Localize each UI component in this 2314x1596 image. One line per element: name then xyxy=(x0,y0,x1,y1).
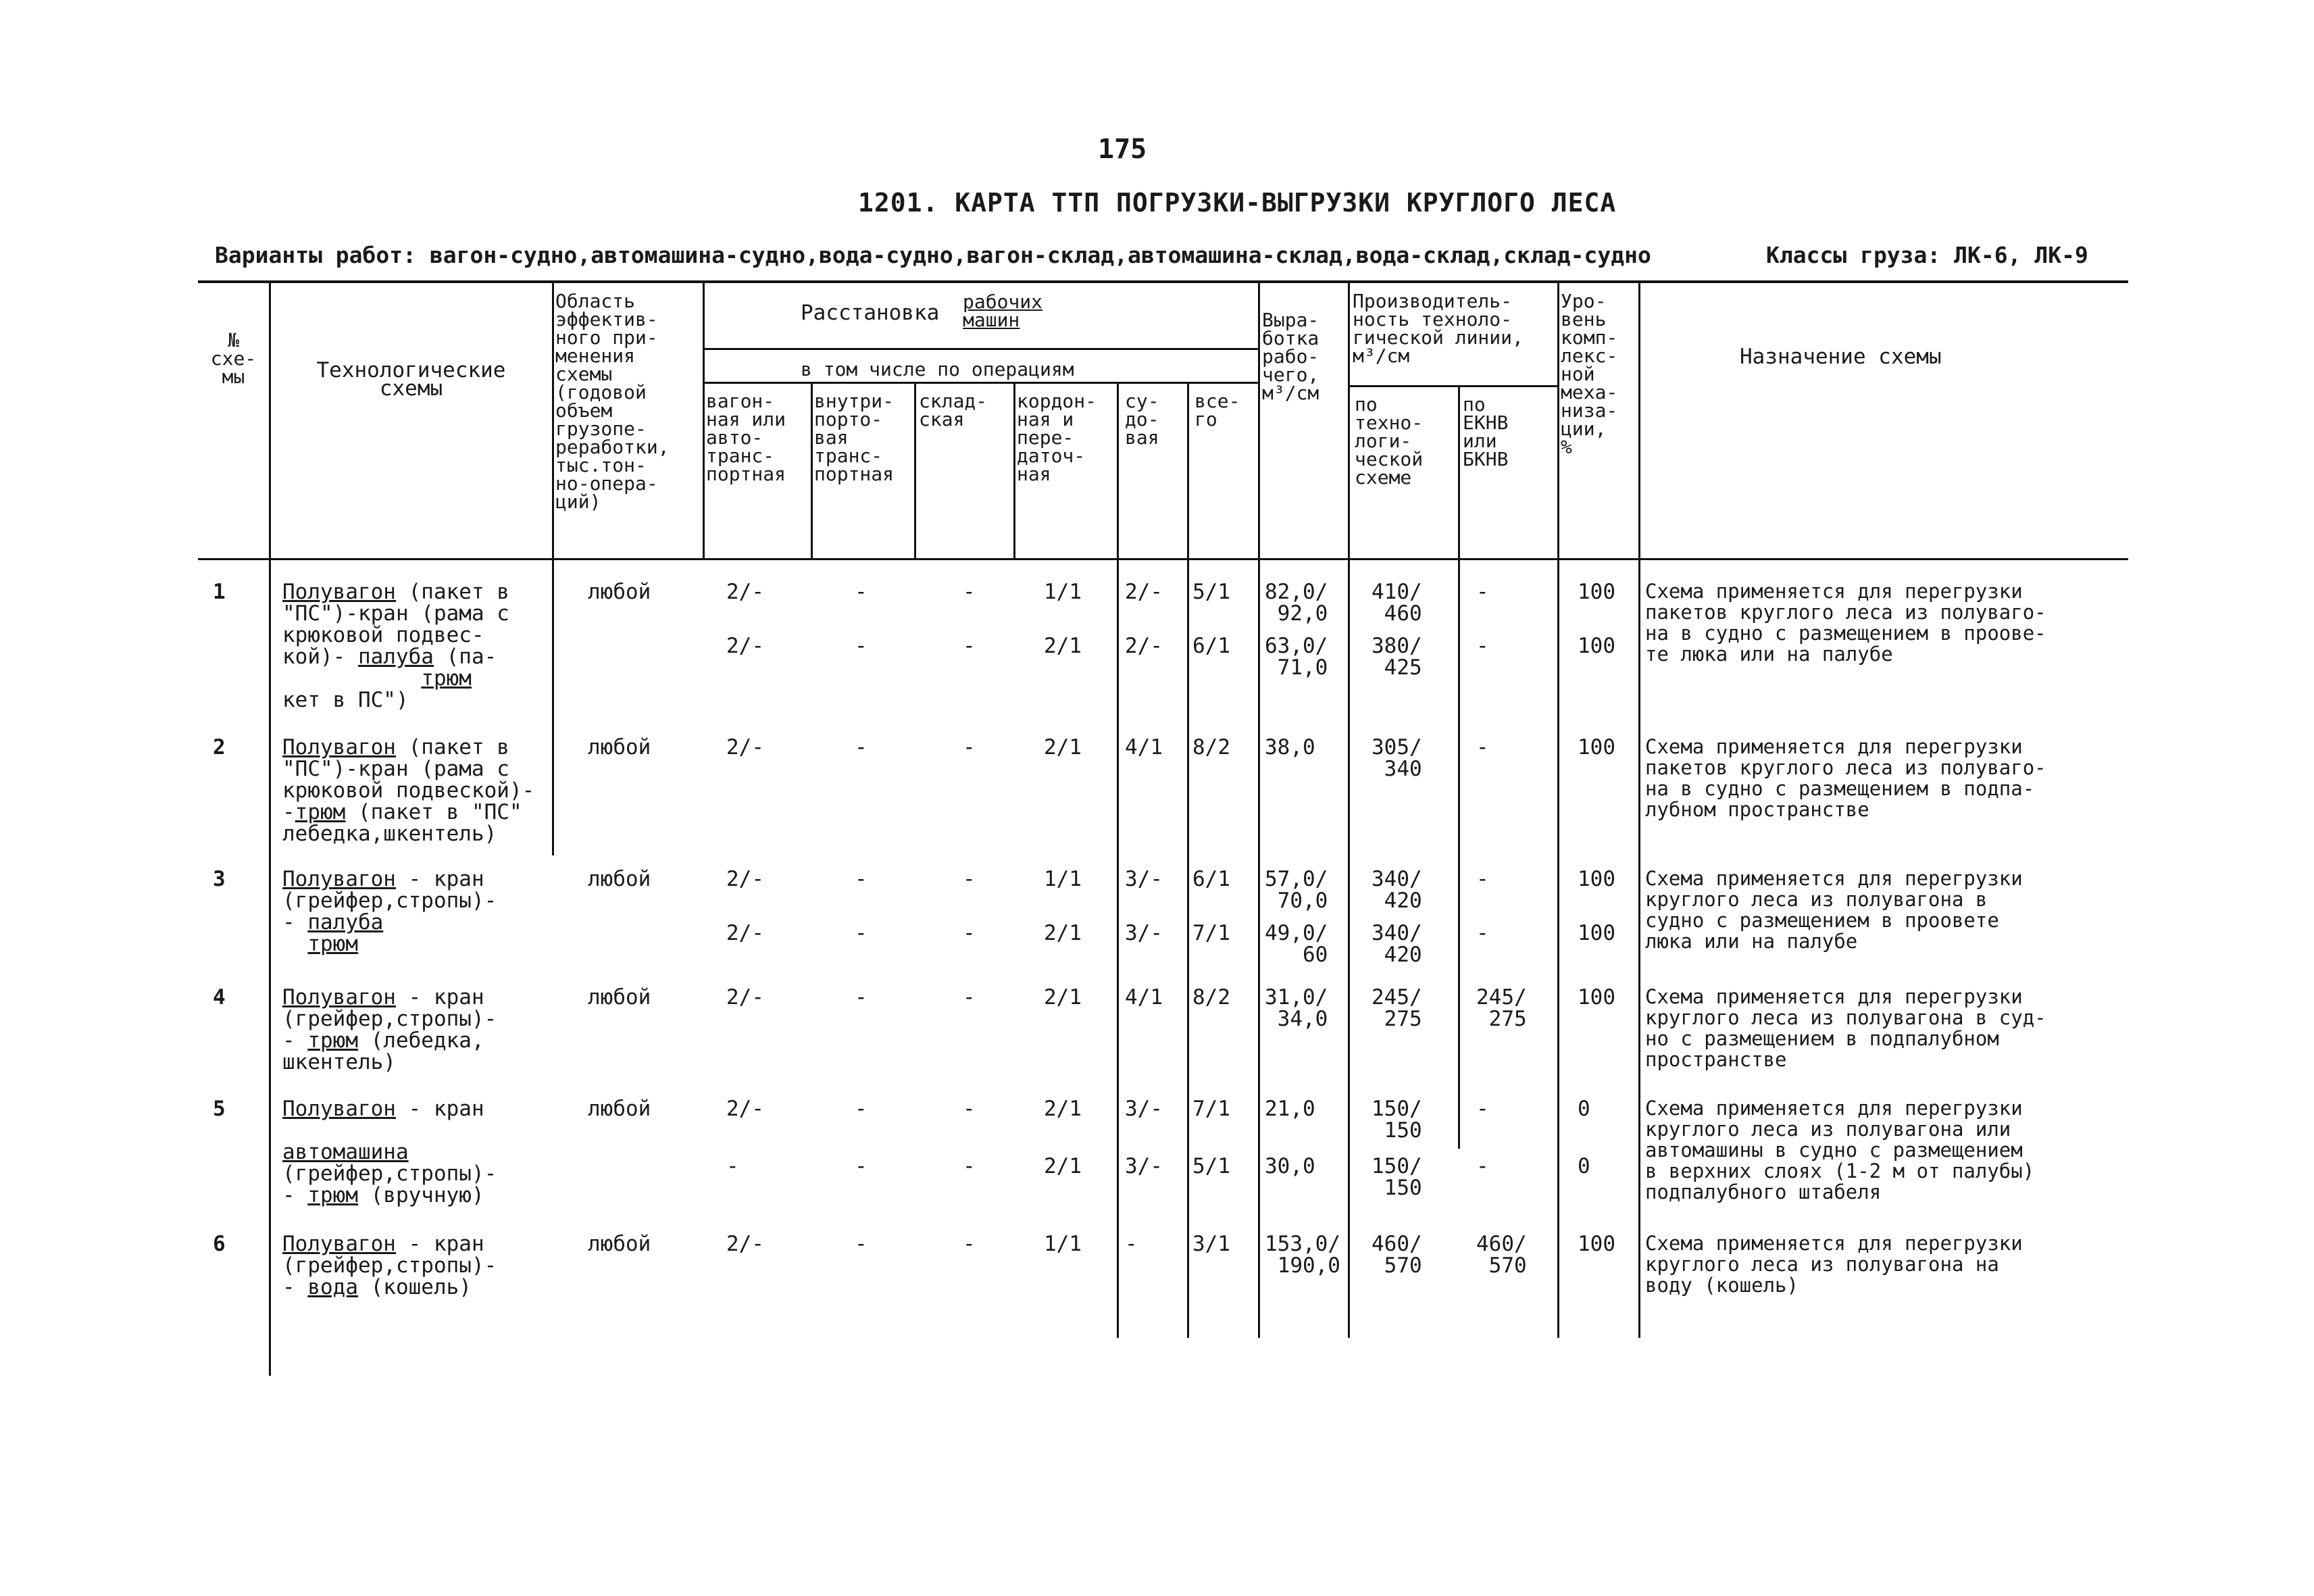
cell-scheme: 305/ 340 xyxy=(1372,735,1422,781)
header-by-scheme: по техно- логи- ческой схеме xyxy=(1355,393,1424,489)
cell-total: 5/1 xyxy=(1192,580,1230,604)
header-by-ekhnv: по ЕКНВ или БКНВ xyxy=(1463,393,1509,470)
work-variants: Варианты работ: вагон-судно,автомашина-судно,вода-судно,вагон-склад,автомашина-склад,вода-склад,склад-судно xyxy=(215,242,1651,268)
col-divider-cordon xyxy=(1117,382,1119,1338)
cell-warehouse: - xyxy=(963,985,976,1009)
header-warehouse: склад- ская xyxy=(919,390,988,430)
cell-output: 38,0 xyxy=(1265,735,1315,759)
cell-scheme: 410/ 460 xyxy=(1372,580,1422,626)
header-machines: рабочих машин xyxy=(963,291,1043,331)
cell-internal: - xyxy=(855,985,867,1009)
cell-total: 7/1 xyxy=(1192,1097,1230,1121)
cell-cordon: 2/1 xyxy=(1044,985,1082,1009)
cell-ekhnv: 460/ 570 xyxy=(1476,1232,1527,1278)
col-divider-total xyxy=(1258,282,1260,1338)
cell-scheme: 150/ 150 xyxy=(1372,1154,1422,1200)
scheme-purpose: Схема применяется для перегрузки пакетов круглого леса из полуваго- на в судно с размещением в проове- те люка или на палубе xyxy=(1645,580,2046,666)
cell-total: 8/2 xyxy=(1192,985,1230,1009)
table-header-bottom-rule xyxy=(198,558,2128,560)
cell-internal: - xyxy=(855,580,867,604)
header-mech: Уро- вень комп- лекс- ной меха- низа- ции, % xyxy=(1561,290,1618,458)
scheme-number: 6 xyxy=(213,1232,226,1256)
scheme-line: -трюм (пакет в "ПС" xyxy=(282,800,522,824)
cell-scheme: 150/ 150 xyxy=(1372,1097,1422,1143)
cell-cordon: 2/1 xyxy=(1044,1154,1082,1178)
col-divider-warehouse xyxy=(1013,382,1015,559)
scheme-line: трюм xyxy=(421,666,472,691)
cell-total: 3/1 xyxy=(1192,1232,1230,1256)
cell-wagon: - xyxy=(726,1154,739,1178)
scheme-line: крюковой подвес- xyxy=(282,623,484,647)
cell-wagon: 2/- xyxy=(726,921,764,945)
cell-output: 57,0/ 70,0 xyxy=(1265,867,1328,913)
scheme-purpose: Схема применяется для перегрузки круглого леса из полувагона или автомашины в судно с размещением в верхних слоях (1-2 м от палубы) подпалубного штабеля xyxy=(1645,1097,2035,1203)
cell-output: 21,0 xyxy=(1265,1097,1315,1121)
cell-mech: 100 xyxy=(1578,634,1615,658)
cell-ship: 4/1 xyxy=(1125,735,1163,759)
cell-scheme: 340/ 420 xyxy=(1372,867,1422,913)
cell-output: 31,0/ 34,0 xyxy=(1265,985,1328,1031)
cell-output: 30,0 xyxy=(1265,1154,1315,1178)
cell-warehouse: - xyxy=(963,921,976,945)
cell-wagon: 2/- xyxy=(726,1097,764,1121)
cell-ekhnv: - xyxy=(1476,1097,1489,1121)
scheme-line: кой)- палуба (па- xyxy=(282,645,497,669)
cell-warehouse: - xyxy=(963,867,976,891)
scheme-line: трюм xyxy=(307,932,358,956)
scheme-line: Полувагон - кран xyxy=(282,1097,484,1121)
col-divider-output xyxy=(1348,282,1350,1338)
scheme-purpose: Схема применяется для перегрузки пакетов круглого леса из полуваго- на в судно с размещением в подпа- лубном пространстве xyxy=(1645,735,2046,821)
cargo-classes: Классы груза: ЛК-6, ЛК-9 xyxy=(1766,242,2088,268)
cell-wagon: 2/- xyxy=(726,1232,764,1256)
cell-internal: - xyxy=(855,1232,867,1256)
cell-mech: 0 xyxy=(1578,1097,1590,1121)
scheme-number: 1 xyxy=(213,580,226,604)
header-num: № схе- мы xyxy=(210,329,257,388)
cell-ship: - xyxy=(1125,1232,1138,1256)
cell-cordon: 1/1 xyxy=(1044,1232,1082,1256)
cell-output: 82,0/ 92,0 xyxy=(1265,580,1328,626)
application-area: любой xyxy=(588,735,651,759)
cell-internal: - xyxy=(855,1154,867,1178)
scheme-line: - палуба xyxy=(282,910,384,934)
header-tech: Технологические схемы xyxy=(316,358,506,401)
placement-underline xyxy=(704,348,1259,350)
scheme-line: - трюм (вручную) xyxy=(282,1183,484,1207)
header-ship: су- до- вая xyxy=(1125,390,1159,449)
cell-ekhnv: - xyxy=(1476,921,1489,945)
cell-ekhnv: - xyxy=(1476,735,1489,759)
header-internal: внутри- порто- вая транс- портная xyxy=(814,390,895,485)
cell-warehouse: - xyxy=(963,580,976,604)
col-divider-productivity xyxy=(1557,282,1559,1338)
cell-wagon: 2/- xyxy=(726,580,764,604)
application-area: любой xyxy=(588,580,651,604)
header-productivity: Производитель- ность техноло- гической линии, м³/см xyxy=(1353,290,1524,367)
scheme-line: Полувагон (пакет в xyxy=(282,735,509,759)
cell-scheme: 380/ 425 xyxy=(1372,634,1422,680)
cell-wagon: 2/- xyxy=(726,985,764,1009)
scheme-line: (грейфер,стропы)- xyxy=(282,1007,497,1031)
scheme-line: лебедка,шкентель) xyxy=(282,822,497,846)
header-purpose: Назначение схемы xyxy=(1740,345,1942,369)
cell-ekhnv: - xyxy=(1476,634,1489,658)
cell-ship: 2/- xyxy=(1125,580,1163,604)
header-wagon: вагон- ная или авто- транс- портная xyxy=(706,390,786,485)
cell-ship: 3/- xyxy=(1125,921,1163,945)
scheme-line: шкентель) xyxy=(282,1050,396,1074)
cell-warehouse: - xyxy=(963,1097,976,1121)
header-output: Выра- ботка рабо- чего, м³/см xyxy=(1262,309,1319,404)
cell-cordon: 2/1 xyxy=(1044,921,1082,945)
cell-mech: 100 xyxy=(1578,921,1615,945)
col-divider-mech xyxy=(1638,282,1640,1338)
scheme-number: 2 xyxy=(213,735,226,759)
cell-ship: 2/- xyxy=(1125,634,1163,658)
application-area: любой xyxy=(588,1097,651,1121)
cell-ship: 3/- xyxy=(1125,1154,1163,1178)
cell-cordon: 1/1 xyxy=(1044,867,1082,891)
cell-total: 6/1 xyxy=(1192,867,1230,891)
header-by-ops: в том числе по операциям xyxy=(801,358,1074,380)
header-cordon: кордон- ная и пере- даточ- ная xyxy=(1017,390,1097,485)
cell-wagon: 2/- xyxy=(726,634,764,658)
header-placement: Расстановка xyxy=(801,301,940,325)
cell-cordon: 2/1 xyxy=(1044,1097,1082,1121)
scheme-line: (грейфер,стропы)- xyxy=(282,889,497,913)
scheme-number: 4 xyxy=(213,985,226,1009)
scheme-line: автомашина xyxy=(282,1140,409,1164)
cell-warehouse: - xyxy=(963,735,976,759)
header-area: Область эффектив- ного при- менения схемы (годовой объем грузопе- реработки, тыс.тон- но-опера- ций) xyxy=(555,290,670,513)
scheme-line: "ПС")-кран (рама с xyxy=(282,601,509,626)
header-total: все- го xyxy=(1194,390,1240,430)
col-divider-internal xyxy=(914,382,916,559)
cell-wagon: 2/- xyxy=(726,735,764,759)
cell-ship: 3/- xyxy=(1125,867,1163,891)
col-divider-num xyxy=(269,282,271,1376)
cell-mech: 100 xyxy=(1578,985,1615,1009)
scheme-line: Полувагон (пакет в xyxy=(282,580,509,604)
cell-total: 8/2 xyxy=(1192,735,1230,759)
cell-ekhnv: - xyxy=(1476,867,1489,891)
productivity-underline xyxy=(1349,385,1559,387)
cell-cordon: 2/1 xyxy=(1044,735,1082,759)
scheme-purpose: Схема применяется для перегрузки круглого леса из полувагона в суд- но с размещением в подпалубном пространстве xyxy=(1645,985,2046,1071)
scheme-line: - вода (кошель) xyxy=(282,1275,472,1299)
cell-output: 49,0/ 60 xyxy=(1265,921,1328,967)
table-top-rule xyxy=(198,280,2128,283)
col-divider-ship xyxy=(1187,382,1189,1338)
scheme-purpose: Схема применяется для перегрузки круглого леса из полувагона в судно с размещением в проовете люка или на палубе xyxy=(1645,867,2023,953)
by-ops-underline xyxy=(704,382,1259,384)
scheme-line: Полувагон - кран xyxy=(282,1232,484,1256)
cell-mech: 100 xyxy=(1578,1232,1615,1256)
cell-internal: - xyxy=(855,921,867,945)
cell-wagon: 2/- xyxy=(726,867,764,891)
cell-ekhnv: - xyxy=(1476,1154,1489,1178)
document-title: 1201. КАРТА ТТП ПОГРУЗКИ-ВЫГРУЗКИ КРУГЛОГО ЛЕСА xyxy=(858,188,1617,218)
cell-output: 153,0/ 190,0 xyxy=(1265,1232,1340,1278)
cell-mech: 100 xyxy=(1578,867,1615,891)
cell-ship: 4/1 xyxy=(1125,985,1163,1009)
scheme-line: крюковой подвеской)- xyxy=(282,778,535,803)
col-divider-scheme xyxy=(1458,385,1460,1149)
cell-mech: 100 xyxy=(1578,735,1615,759)
cell-ship: 3/- xyxy=(1125,1097,1163,1121)
scheme-line: кет в ПС") xyxy=(282,688,409,712)
cell-mech: 0 xyxy=(1578,1154,1590,1178)
cell-cordon: 1/1 xyxy=(1044,580,1082,604)
scheme-line: Полувагон - кран xyxy=(282,867,484,891)
cell-internal: - xyxy=(855,735,867,759)
application-area: любой xyxy=(588,867,651,891)
cell-ekhnv: - xyxy=(1476,580,1489,604)
application-area: любой xyxy=(588,1232,651,1256)
cell-internal: - xyxy=(855,867,867,891)
cell-internal: - xyxy=(855,634,867,658)
page-number: 175 xyxy=(1098,134,1147,165)
cell-warehouse: - xyxy=(963,1154,976,1178)
scheme-line: "ПС")-кран (рама с xyxy=(282,757,509,781)
scheme-line: - трюм (лебедка, xyxy=(282,1028,484,1053)
scheme-number: 3 xyxy=(213,867,226,891)
cell-warehouse: - xyxy=(963,634,976,658)
cell-cordon: 2/1 xyxy=(1044,634,1082,658)
cell-warehouse: - xyxy=(963,1232,976,1256)
cell-total: 6/1 xyxy=(1192,634,1230,658)
scheme-line: (грейфер,стропы)- xyxy=(282,1162,497,1186)
scheme-number: 5 xyxy=(213,1097,226,1121)
scheme-line: Полувагон - кран xyxy=(282,985,484,1009)
cell-ekhnv: 245/ 275 xyxy=(1476,985,1527,1031)
cell-total: 5/1 xyxy=(1192,1154,1230,1178)
col-divider-wagon xyxy=(811,382,813,559)
cell-mech: 100 xyxy=(1578,580,1615,604)
cell-scheme: 245/ 275 xyxy=(1372,985,1422,1031)
scheme-line: (грейфер,стропы)- xyxy=(282,1253,497,1278)
cell-output: 63,0/ 71,0 xyxy=(1265,634,1328,680)
cell-scheme: 460/ 570 xyxy=(1372,1232,1422,1278)
cell-scheme: 340/ 420 xyxy=(1372,921,1422,967)
scheme-purpose: Схема применяется для перегрузки круглого леса из полувагона на воду (кошель) xyxy=(1645,1232,2023,1297)
application-area: любой xyxy=(588,985,651,1009)
col-divider-area xyxy=(703,282,705,559)
col-divider-tech xyxy=(552,282,554,855)
cell-total: 7/1 xyxy=(1192,921,1230,945)
cell-internal: - xyxy=(855,1097,867,1121)
